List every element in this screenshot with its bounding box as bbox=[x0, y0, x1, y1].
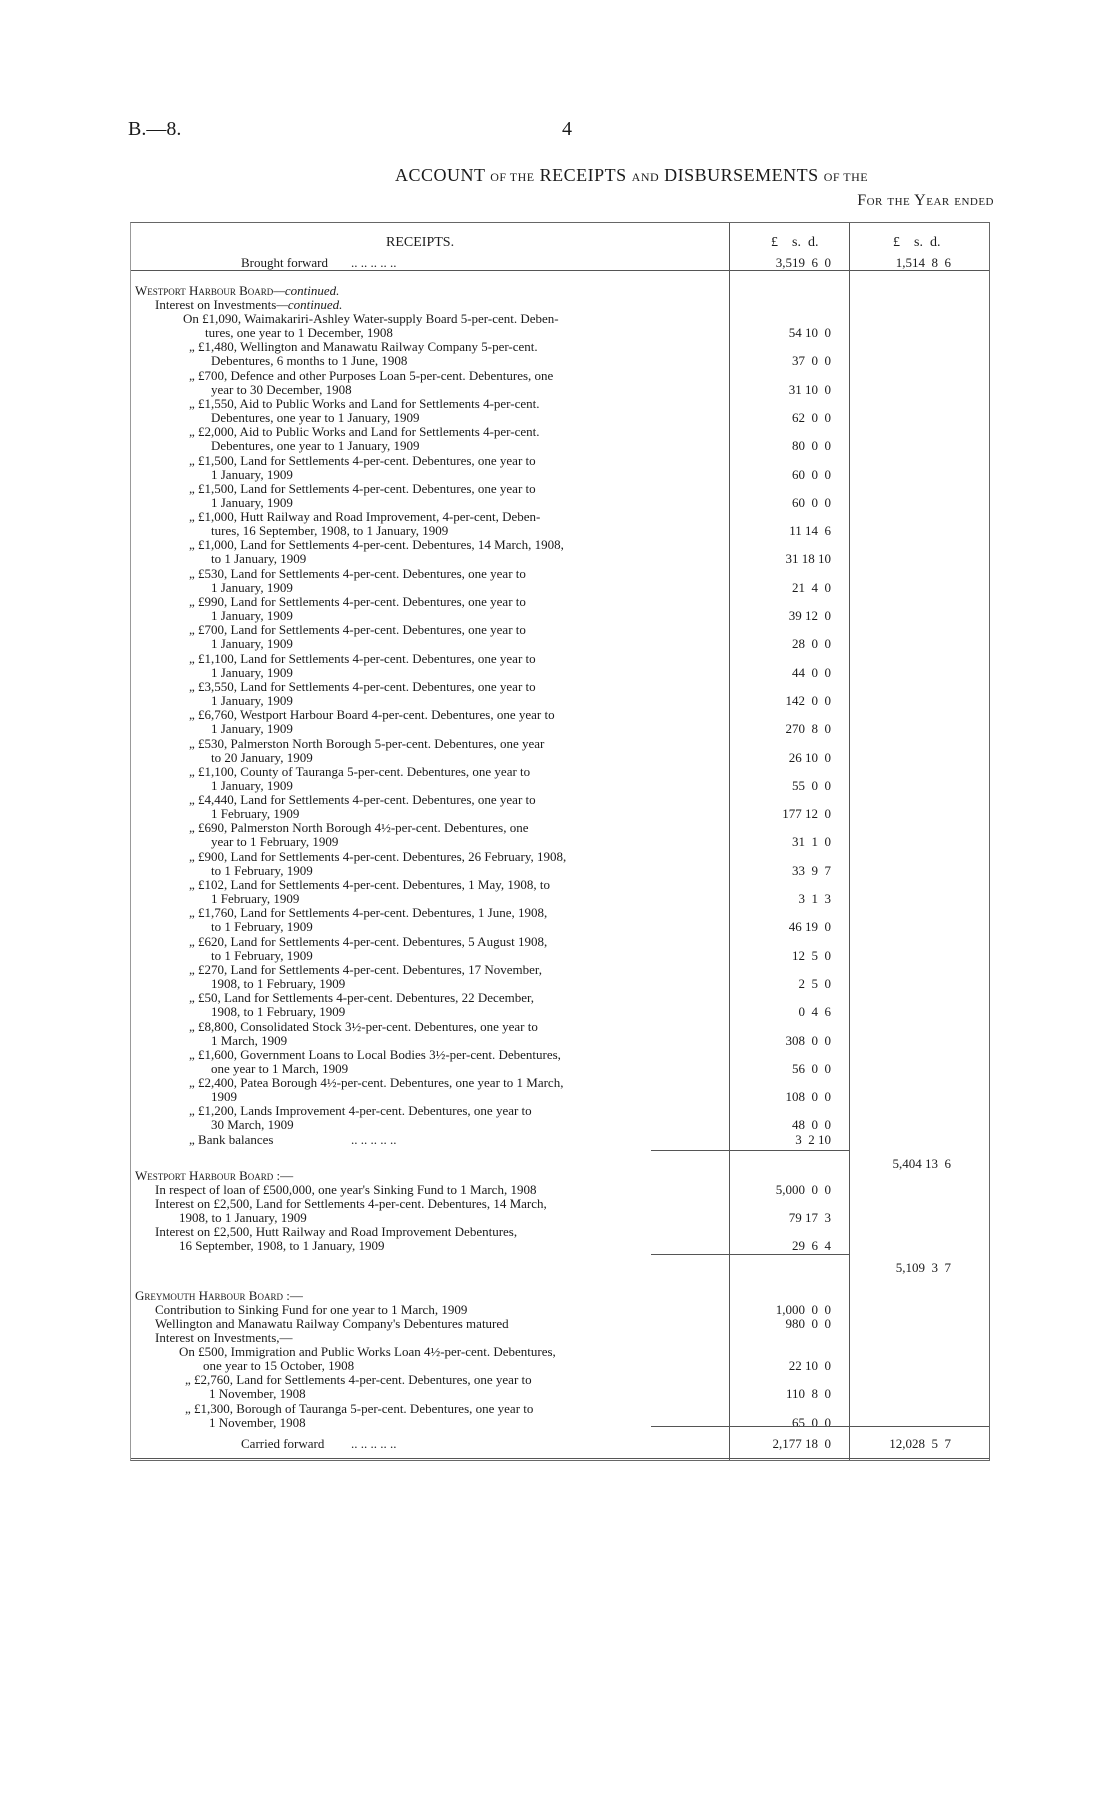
line-item-amount: 270 8 0 bbox=[785, 721, 831, 737]
title-word-of-the-2: OF THE bbox=[823, 170, 869, 184]
line-item-cont: 1 March, 1909 bbox=[211, 1032, 288, 1048]
line-item: „ £50, Land for Settlements 4-per-cent. Debentures, 22 December, bbox=[189, 990, 535, 1006]
line-item: „ £3,550, Land for Settlements 4-per-cent. Debentures, one year to bbox=[189, 678, 536, 694]
line-item: „ £530, Palmerston North Borough 5-per-cent. Debentures, one year bbox=[189, 735, 545, 751]
line-item-cont: to 1 January, 1909 bbox=[211, 551, 307, 567]
line-item-cont: one year to 1 March, 1909 bbox=[211, 1060, 349, 1076]
line-item-cont: 1 January, 1909 bbox=[211, 466, 293, 482]
greymouth-line-2: Wellington and Manawatu Railway Company's Debentures matured bbox=[155, 1315, 509, 1331]
carried-forward-col2: 12,028 5 7 bbox=[889, 1436, 951, 1451]
line-item-cont: Debentures, one year to 1 January, 1909 bbox=[211, 409, 420, 425]
line-item-cont: 1908, to 1 February, 1909 bbox=[211, 975, 346, 991]
line-item-amount: 44 0 0 bbox=[792, 664, 831, 680]
line-item: „ £690, Palmerston North Borough 4½-per-cent. Debentures, one bbox=[189, 820, 529, 836]
greymouth-line-item: „ £1,300, Borough of Tauranga 5-per-cent. Debentures, one year to bbox=[185, 1400, 534, 1416]
line-item-cont: 1 January, 1909 bbox=[211, 608, 293, 623]
greymouth-amount-2: 980 0 0 bbox=[785, 1315, 831, 1331]
line-item: „ £620, Land for Settlements 4-per-cent. Debentures, 5 August 1908, bbox=[189, 933, 548, 949]
line-item-amount: 26 10 0 bbox=[788, 749, 831, 765]
line-item: „ £102, Land for Settlements 4-per-cent. Debentures, 1 May, 1908, to bbox=[189, 877, 550, 892]
title-word-of-the: OF THE bbox=[490, 170, 535, 184]
westport-title-suffix: —continued. bbox=[273, 283, 340, 298]
line-item-amount: 2 5 0 bbox=[798, 975, 831, 991]
greymouth-line-item-amount: 22 10 0 bbox=[788, 1357, 831, 1373]
line-item: „ £1,550, Aid to Public Works and Land for Settlements 4-per-cent. bbox=[189, 395, 540, 411]
greymouth-sub-interest: Interest on Investments,— bbox=[155, 1329, 293, 1345]
line-item-amount: 177 12 0 bbox=[782, 806, 831, 822]
line-item-cont: 1 February, 1909 bbox=[211, 806, 300, 822]
greymouth-line-item-cont: 1 November, 1908 bbox=[209, 1414, 306, 1430]
line-item-cont: 1 January, 1909 bbox=[211, 494, 293, 510]
line-item-amount: 54 10 0 bbox=[788, 325, 831, 340]
line-item-cont: tures, 16 September, 1908, to 1 January, 1909 bbox=[211, 523, 449, 539]
line-item-amount: 62 0 0 bbox=[792, 409, 831, 425]
line-item: „ £2,000, Aid to Public Works and Land for Settlements 4-per-cent. bbox=[189, 424, 540, 440]
brought-forward-col2: 1,514 8 6 bbox=[895, 255, 951, 270]
line-item-cont: year to 1 February, 1909 bbox=[211, 834, 339, 850]
subtotal-rule-2 bbox=[651, 1254, 849, 1255]
westport2-amount: 29 6 4 bbox=[792, 1237, 831, 1253]
line-item: „ £270, Land for Settlements 4-per-cent. Debentures, 17 November, bbox=[189, 961, 542, 977]
line-item: „ £1,100, Land for Settlements 4-per-cent. Debentures, one year to bbox=[189, 650, 536, 666]
line-item-amount: 3 1 3 bbox=[798, 891, 831, 906]
westport2-amount: 5,000 0 0 bbox=[775, 1181, 831, 1197]
westport-interest-total: 5,404 13 6 bbox=[892, 1155, 951, 1171]
brought-forward-leader: .. .. .. .. .. bbox=[351, 255, 397, 270]
line-item-cont: Debentures, one year to 1 January, 1909 bbox=[211, 438, 420, 454]
line-item-cont: 1 January, 1909 bbox=[211, 636, 293, 652]
line-item-amount: 31 10 0 bbox=[788, 381, 831, 397]
westport2-total: 5,109 3 7 bbox=[895, 1259, 951, 1275]
title-word-disbursements: DISBURSEMENTS bbox=[664, 165, 819, 185]
line-item-cont: year to 30 December, 1908 bbox=[211, 381, 352, 397]
bank-balances-label: „ Bank balances bbox=[189, 1131, 274, 1147]
line-item-amount: 31 1 0 bbox=[792, 834, 831, 850]
line-item: „ £1,600, Government Loans to Local Bodies 3½-per-cent. Debentures, bbox=[189, 1046, 561, 1062]
westport2-line-cont: 1908, to 1 January, 1909 bbox=[179, 1209, 307, 1225]
line-item-cont: Debentures, 6 months to 1 June, 1908 bbox=[211, 353, 408, 369]
greymouth-line-item-cont: 1 November, 1908 bbox=[209, 1386, 306, 1402]
greymouth-line-item: „ £2,760, Land for Settlements 4-per-cent. Debentures, one year to bbox=[185, 1372, 532, 1388]
line-item: On £1,090, Waimakariri-Ashley Water-supply Board 5-per-cent. Deben- bbox=[183, 311, 559, 326]
line-item-cont: to 1 February, 1909 bbox=[211, 862, 313, 878]
greymouth-line-item-amount: 65 0 0 bbox=[792, 1414, 831, 1430]
bank-balances-amount: 3 2 10 bbox=[795, 1131, 831, 1147]
line-item-amount: 0 4 6 bbox=[798, 1004, 831, 1020]
document-subtitle: For the Year ended bbox=[857, 192, 994, 209]
line-item-cont: to 1 February, 1909 bbox=[211, 919, 313, 935]
document-title bbox=[395, 165, 995, 186]
subtotal-rule-1 bbox=[651, 1150, 849, 1151]
line-item-amount: 108 0 0 bbox=[785, 1089, 831, 1105]
line-item-cont: 1 January, 1909 bbox=[211, 777, 293, 793]
title-word-and: AND bbox=[631, 170, 660, 184]
line-item-amount: 48 0 0 bbox=[792, 1117, 831, 1133]
line-item: „ £4,440, Land for Settlements 4-per-cent. Debentures, one year to bbox=[189, 792, 536, 808]
westport2-line: In respect of loan of £500,000, one year's Sinking Fund to 1 March, 1908 bbox=[155, 1181, 537, 1197]
line-item-amount: 308 0 0 bbox=[785, 1032, 831, 1048]
line-item-amount: 142 0 0 bbox=[785, 692, 831, 708]
column-divider-1 bbox=[729, 223, 730, 1460]
line-item-cont: 1 February, 1909 bbox=[211, 891, 300, 906]
westport2-line: Interest on £2,500, Land for Settlements 4-per-cent. Debentures, 14 March, bbox=[155, 1195, 547, 1211]
westport2-amount: 79 17 3 bbox=[788, 1209, 831, 1225]
line-item: „ £1,200, Lands Improvement 4-per-cent. Debentures, one year to bbox=[189, 1103, 532, 1119]
col2-header: £ s. d. bbox=[893, 235, 941, 250]
section-title-westport bbox=[135, 283, 339, 298]
line-item: „ £700, Land for Settlements 4-per-cent. Debentures, one year to bbox=[189, 622, 526, 638]
greymouth-line-item-cont: one year to 15 October, 1908 bbox=[203, 1357, 355, 1373]
line-item-cont: 1908, to 1 February, 1909 bbox=[211, 1004, 346, 1020]
line-item-amount: 80 0 0 bbox=[792, 438, 831, 454]
line-item: „ £2,400, Patea Borough 4½-per-cent. Debentures, one year to 1 March, bbox=[189, 1075, 564, 1091]
line-item: „ £1,500, Land for Settlements 4-per-cent. Debentures, one year to bbox=[189, 480, 536, 496]
line-item-amount: 37 0 0 bbox=[792, 353, 831, 369]
line-item-cont: to 20 January, 1909 bbox=[211, 749, 313, 765]
bottom-rule bbox=[131, 1458, 989, 1459]
line-item-amount: 60 0 0 bbox=[792, 494, 831, 510]
line-item-amount: 12 5 0 bbox=[792, 947, 831, 963]
westport-title-text: Westport Harbour Board bbox=[135, 283, 274, 298]
bank-balances-leader: .. .. .. .. .. bbox=[351, 1131, 397, 1147]
line-item-cont: 1 January, 1909 bbox=[211, 692, 293, 708]
brought-forward-col1: 3,519 6 0 bbox=[775, 255, 831, 270]
line-item: „ £1,480, Wellington and Manawatu Railway Company 5-per-cent. bbox=[189, 339, 538, 355]
greymouth-amount-1: 1,000 0 0 bbox=[775, 1301, 831, 1317]
title-word-receipts: RECEIPTS bbox=[539, 165, 627, 185]
line-item: „ £990, Land for Settlements 4-per-cent. Debentures, one year to bbox=[189, 594, 526, 609]
line-item-amount: 55 0 0 bbox=[792, 777, 831, 793]
line-item-amount: 31 18 10 bbox=[785, 551, 831, 567]
section-title-greymouth: Greymouth Harbour Board :— bbox=[135, 1287, 303, 1303]
receipts-header: RECEIPTS. bbox=[386, 235, 455, 250]
line-item-cont: 1 January, 1909 bbox=[211, 579, 293, 595]
line-item: „ £8,800, Consolidated Stock 3½-per-cent. Debentures, one year to bbox=[189, 1018, 538, 1034]
line-item-amount: 46 19 0 bbox=[788, 919, 831, 935]
line-item-amount: 11 14 6 bbox=[789, 523, 831, 539]
line-item-amount: 39 12 0 bbox=[788, 608, 831, 623]
line-item: „ £1,500, Land for Settlements 4-per-cent. Debentures, one year to bbox=[189, 452, 536, 468]
interest-sub-text: Interest on Investments bbox=[155, 297, 277, 312]
line-item: „ £530, Land for Settlements 4-per-cent. Debentures, one year to bbox=[189, 565, 526, 581]
line-item-amount: 60 0 0 bbox=[792, 466, 831, 482]
carried-forward-label: Carried forward bbox=[241, 1436, 325, 1451]
line-item-cont: 30 March, 1909 bbox=[211, 1117, 294, 1133]
line-item-amount: 28 0 0 bbox=[792, 636, 831, 652]
column-divider-2 bbox=[849, 223, 850, 1460]
line-item-cont: tures, one year to 1 December, 1908 bbox=[205, 325, 393, 340]
greymouth-line-item: On £500, Immigration and Public Works Loan 4½-per-cent. Debentures, bbox=[179, 1343, 556, 1359]
greymouth-line-item-amount: 110 8 0 bbox=[785, 1386, 831, 1402]
line-item-cont: 1 January, 1909 bbox=[211, 721, 293, 737]
line-item: „ £900, Land for Settlements 4-per-cent. Debentures, 26 February, 1908, bbox=[189, 848, 567, 864]
title-word-account: ACCOUNT bbox=[395, 165, 486, 185]
line-item: „ £1,760, Land for Settlements 4-per-cent. Debentures, 1 June, 1908, bbox=[189, 905, 548, 921]
line-item: „ £1,000, Hutt Railway and Road Improvement, 4-per-cent, Deben- bbox=[189, 509, 541, 525]
line-item-cont: to 1 February, 1909 bbox=[211, 947, 313, 963]
westport2-line-cont: 16 September, 1908, to 1 January, 1909 bbox=[179, 1237, 385, 1253]
line-item-amount: 21 4 0 bbox=[792, 579, 831, 595]
line-item-cont: 1909 bbox=[211, 1089, 237, 1105]
line-item-amount: 33 9 7 bbox=[792, 862, 831, 878]
brought-forward-label: Brought forward bbox=[241, 255, 329, 270]
account-table bbox=[130, 222, 990, 1461]
page-number: 4 bbox=[562, 118, 572, 140]
section-sub-interest bbox=[155, 297, 342, 312]
line-item: „ £700, Defence and other Purposes Loan 5-per-cent. Debentures, one bbox=[189, 367, 554, 383]
line-item: „ £6,760, Westport Harbour Board 4-per-cent. Debentures, one year to bbox=[189, 707, 555, 723]
interest-sub-suffix: —continued. bbox=[276, 297, 343, 312]
line-item: „ £1,100, County of Tauranga 5-per-cent. Debentures, one year to bbox=[189, 763, 531, 779]
line-item-amount: 56 0 0 bbox=[792, 1060, 831, 1076]
westport2-line: Interest on £2,500, Hutt Railway and Road Improvement Debentures, bbox=[155, 1223, 518, 1239]
carried-forward-col1: 2,177 18 0 bbox=[772, 1436, 831, 1451]
section-title-westport-2: Westport Harbour Board :— bbox=[135, 1167, 294, 1183]
col1-header: £ s. d. bbox=[771, 235, 819, 250]
greymouth-line-1: Contribution to Sinking Fund for one year to 1 March, 1909 bbox=[155, 1301, 468, 1317]
carried-forward-rule bbox=[651, 1426, 989, 1427]
line-item: „ £1,000, Land for Settlements 4-per-cent. Debentures, 14 March, 1908, bbox=[189, 537, 564, 553]
page-code: B.—8. bbox=[128, 118, 182, 140]
carried-forward-leader: .. .. .. .. .. bbox=[351, 1436, 397, 1451]
line-item-cont: 1 January, 1909 bbox=[211, 664, 293, 680]
